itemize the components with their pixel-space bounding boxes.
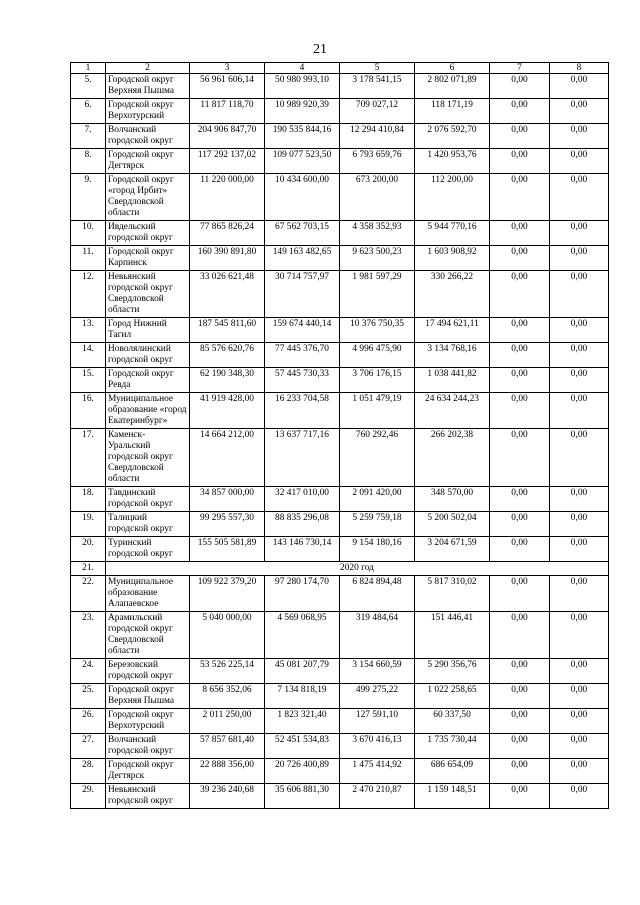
amount-cell: 109 077 523,50 <box>265 149 340 174</box>
amount-cell: 0,00 <box>550 343 609 368</box>
table-row <box>71 343 609 368</box>
amount-cell: 12 294 410,84 <box>340 124 415 149</box>
amount-cell: 159 674 440,14 <box>265 318 340 343</box>
municipality-name-cell: Новолялинский городской округ <box>106 343 190 368</box>
amount-cell: 11 817 118,70 <box>190 99 265 124</box>
row-number-cell: 18. <box>71 487 106 512</box>
amount-cell: 112 200,00 <box>415 174 490 221</box>
amount-cell: 1 051 479,19 <box>340 393 415 429</box>
column-number-row <box>71 63 609 74</box>
amount-cell: 0,00 <box>550 174 609 221</box>
amount-cell: 348 570,00 <box>415 487 490 512</box>
amount-cell: 0,00 <box>490 246 550 271</box>
municipality-name-cell: Невьянский городской округ <box>106 784 190 809</box>
municipality-name-cell: Муниципальное образование Алапаевское <box>106 576 190 612</box>
amount-cell: 5 944 770,16 <box>415 221 490 246</box>
amount-cell: 0,00 <box>490 734 550 759</box>
amount-cell: 0,00 <box>490 393 550 429</box>
municipality-name-cell: Талицкий городской округ <box>106 512 190 537</box>
amount-cell: 1 022 258,65 <box>415 684 490 709</box>
amount-cell: 187 545 811,60 <box>190 318 265 343</box>
column-number-cell: 4 <box>265 63 340 74</box>
amount-cell: 0,00 <box>550 393 609 429</box>
amount-cell: 5 200 502,04 <box>415 512 490 537</box>
amount-cell: 88 835 296,08 <box>265 512 340 537</box>
amount-cell: 6 824 894,48 <box>340 576 415 612</box>
municipality-name-cell: Городской округ Ревда <box>106 368 190 393</box>
row-number-cell: 11. <box>71 246 106 271</box>
amount-cell: 4 569 068,95 <box>265 612 340 659</box>
amount-cell: 34 857 000,00 <box>190 487 265 512</box>
amount-cell: 0,00 <box>550 149 609 174</box>
municipality-name-cell: Невьянский городской округ Свердловской области <box>106 271 190 318</box>
row-number-cell: 9. <box>71 174 106 221</box>
amount-cell: 2 011 250,00 <box>190 709 265 734</box>
amount-cell: 1 420 953,76 <box>415 149 490 174</box>
amount-cell: 53 526 225,14 <box>190 659 265 684</box>
table-row <box>71 734 609 759</box>
amount-cell: 11 220 000,00 <box>190 174 265 221</box>
amount-cell: 190 535 844,16 <box>265 124 340 149</box>
municipality-name-cell: Городской округ Верхотурский <box>106 709 190 734</box>
amount-cell: 0,00 <box>490 368 550 393</box>
amount-cell: 319 484,64 <box>340 612 415 659</box>
municipality-name-cell: Арамильский городской округ Свердловской области <box>106 612 190 659</box>
amount-cell: 0,00 <box>490 149 550 174</box>
table-row <box>71 174 609 221</box>
row-number-cell: 28. <box>71 759 106 784</box>
amount-cell: 3 154 660,59 <box>340 659 415 684</box>
amount-cell: 0,00 <box>490 759 550 784</box>
column-number-cell: 1 <box>71 63 106 74</box>
amount-cell: 0,00 <box>550 124 609 149</box>
amount-cell: 2 470 210,87 <box>340 784 415 809</box>
column-number-cell: 3 <box>190 63 265 74</box>
amount-cell: 20 726 400,89 <box>265 759 340 784</box>
amount-cell: 10 434 600,00 <box>265 174 340 221</box>
amount-cell: 0,00 <box>490 221 550 246</box>
amount-cell: 151 446,41 <box>415 612 490 659</box>
table-body <box>71 63 609 809</box>
municipality-name-cell: Ивдельский городской округ <box>106 221 190 246</box>
amount-cell: 3 134 768,16 <box>415 343 490 368</box>
amount-cell: 0,00 <box>490 487 550 512</box>
table-row <box>71 576 609 612</box>
table-row <box>71 318 609 343</box>
amount-cell: 5 290 356,76 <box>415 659 490 684</box>
row-number-cell: 25. <box>71 684 106 709</box>
amount-cell: 17 494 621,11 <box>415 318 490 343</box>
table-row <box>71 368 609 393</box>
amount-cell: 760 292,46 <box>340 429 415 487</box>
column-number-cell: 2 <box>106 63 190 74</box>
municipality-name-cell: Город Нижний Тагил <box>106 318 190 343</box>
table-row <box>71 246 609 271</box>
table-row <box>71 221 609 246</box>
row-number-cell: 21. <box>71 562 106 576</box>
amount-cell: 118 171,19 <box>415 99 490 124</box>
amount-cell: 155 505 581,89 <box>190 537 265 562</box>
amount-cell: 35 606 881,30 <box>265 784 340 809</box>
amount-cell: 0,00 <box>490 124 550 149</box>
amount-cell: 0,00 <box>490 174 550 221</box>
row-number-cell: 10. <box>71 221 106 246</box>
row-number-cell: 22. <box>71 576 106 612</box>
amount-cell: 33 026 621,48 <box>190 271 265 318</box>
amount-cell: 0,00 <box>550 99 609 124</box>
row-number-cell: 16. <box>71 393 106 429</box>
municipality-name-cell: Волчанский городской округ <box>106 734 190 759</box>
amount-cell: 10 376 750,35 <box>340 318 415 343</box>
amount-cell: 0,00 <box>490 784 550 809</box>
amount-cell: 9 623 500,23 <box>340 246 415 271</box>
amount-cell: 45 081 207,79 <box>265 659 340 684</box>
page-number: 21 <box>313 42 327 57</box>
amount-cell: 22 888 356,00 <box>190 759 265 784</box>
table-row <box>71 487 609 512</box>
amount-cell: 24 634 244,23 <box>415 393 490 429</box>
row-number-cell: 24. <box>71 659 106 684</box>
column-number-cell: 5 <box>340 63 415 74</box>
amount-cell: 57 445 730,33 <box>265 368 340 393</box>
amount-cell: 3 204 671,59 <box>415 537 490 562</box>
amount-cell: 0,00 <box>550 759 609 784</box>
table-row <box>71 612 609 659</box>
amount-cell: 10 989 920,39 <box>265 99 340 124</box>
amount-cell: 0,00 <box>550 271 609 318</box>
row-number-cell: 27. <box>71 734 106 759</box>
row-number-cell: 23. <box>71 612 106 659</box>
municipality-name-cell: Городской округ Верхотурский <box>106 99 190 124</box>
amount-cell: 266 202,38 <box>415 429 490 487</box>
amount-cell: 1 038 441,82 <box>415 368 490 393</box>
amount-cell: 14 664 212,00 <box>190 429 265 487</box>
amount-cell: 3 178 541,15 <box>340 74 415 99</box>
amount-cell: 97 280 174,70 <box>265 576 340 612</box>
amount-cell: 67 562 703,15 <box>265 221 340 246</box>
amount-cell: 60 337,50 <box>415 709 490 734</box>
amount-cell: 13 637 717,16 <box>265 429 340 487</box>
amount-cell: 5 817 310,02 <box>415 576 490 612</box>
amount-cell: 0,00 <box>550 368 609 393</box>
table-row <box>71 784 609 809</box>
amount-cell: 673 200,00 <box>340 174 415 221</box>
amount-cell: 2 802 071,89 <box>415 74 490 99</box>
table-row <box>71 537 609 562</box>
row-number-cell: 6. <box>71 99 106 124</box>
table-row <box>71 659 609 684</box>
amount-cell: 0,00 <box>550 612 609 659</box>
amount-cell: 1 823 321,40 <box>265 709 340 734</box>
amount-cell: 109 922 379,20 <box>190 576 265 612</box>
amount-cell: 30 714 757,97 <box>265 271 340 318</box>
municipality-name-cell: Городской округ «город Ирбит» Свердловской области <box>106 174 190 221</box>
municipality-name-cell: Муниципальное образование «город Екатеринбург» <box>106 393 190 429</box>
amount-cell: 32 417 010,00 <box>265 487 340 512</box>
municipality-name-cell: Городской округ Верхняя Пышма <box>106 74 190 99</box>
municipal-funding-table <box>70 62 609 809</box>
amount-cell: 0,00 <box>550 246 609 271</box>
amount-cell: 0,00 <box>550 318 609 343</box>
amount-cell: 56 961 606,14 <box>190 74 265 99</box>
amount-cell: 0,00 <box>550 221 609 246</box>
amount-cell: 77 865 826,24 <box>190 221 265 246</box>
amount-cell: 0,00 <box>550 684 609 709</box>
amount-cell: 50 980 993,10 <box>265 74 340 99</box>
row-number-cell: 13. <box>71 318 106 343</box>
table-row <box>71 512 609 537</box>
amount-cell: 2 076 592,70 <box>415 124 490 149</box>
amount-cell: 0,00 <box>490 612 550 659</box>
amount-cell: 3 706 176,15 <box>340 368 415 393</box>
table-row <box>71 149 609 174</box>
amount-cell: 0,00 <box>550 709 609 734</box>
amount-cell: 0,00 <box>550 537 609 562</box>
amount-cell: 1 735 730,44 <box>415 734 490 759</box>
amount-cell: 41 919 428,00 <box>190 393 265 429</box>
amount-cell: 9 154 180,16 <box>340 537 415 562</box>
column-number-cell: 7 <box>490 63 550 74</box>
row-number-cell: 12. <box>71 271 106 318</box>
amount-cell: 4 358 352,93 <box>340 221 415 246</box>
amount-cell: 0,00 <box>490 659 550 684</box>
column-number-cell: 8 <box>550 63 609 74</box>
row-number-cell: 8. <box>71 149 106 174</box>
amount-cell: 686 654,09 <box>415 759 490 784</box>
amount-cell: 127 591,10 <box>340 709 415 734</box>
amount-cell: 0,00 <box>550 74 609 99</box>
amount-cell: 0,00 <box>490 74 550 99</box>
amount-cell: 0,00 <box>490 684 550 709</box>
amount-cell: 3 670 416,13 <box>340 734 415 759</box>
row-number-cell: 20. <box>71 537 106 562</box>
row-number-cell: 7. <box>71 124 106 149</box>
amount-cell: 0,00 <box>490 512 550 537</box>
municipality-name-cell: Городской округ Карпинск <box>106 246 190 271</box>
table-row <box>71 759 609 784</box>
amount-cell: 5 040 000,00 <box>190 612 265 659</box>
table-row <box>71 99 609 124</box>
municipality-name-cell: Городской округ Дегтярск <box>106 149 190 174</box>
amount-cell: 0,00 <box>550 784 609 809</box>
amount-cell: 77 445 376,70 <box>265 343 340 368</box>
amount-cell: 16 233 704,58 <box>265 393 340 429</box>
amount-cell: 160 390 891,80 <box>190 246 265 271</box>
row-number-cell: 19. <box>71 512 106 537</box>
amount-cell: 7 134 818,19 <box>265 684 340 709</box>
municipality-name-cell: Тавдинский городской округ <box>106 487 190 512</box>
row-number-cell: 14. <box>71 343 106 368</box>
amount-cell: 85 576 620,76 <box>190 343 265 368</box>
municipality-name-cell: Городской округ Верхняя Пышма <box>106 684 190 709</box>
row-number-cell: 17. <box>71 429 106 487</box>
amount-cell: 62 190 348,30 <box>190 368 265 393</box>
municipality-name-cell: Городской округ Дегтярск <box>106 759 190 784</box>
amount-cell: 1 475 414,92 <box>340 759 415 784</box>
row-number-cell: 26. <box>71 709 106 734</box>
amount-cell: 0,00 <box>490 429 550 487</box>
amount-cell: 39 236 240,68 <box>190 784 265 809</box>
table-row <box>71 271 609 318</box>
table-row <box>71 74 609 99</box>
municipality-name-cell: Каменск-Уральский городской округ Свердловской области <box>106 429 190 487</box>
municipality-name-cell: Березовский городской округ <box>106 659 190 684</box>
amount-cell: 143 146 730,14 <box>265 537 340 562</box>
row-number-cell: 5. <box>71 74 106 99</box>
year-label-cell: 2020 год <box>106 562 609 576</box>
municipality-name-cell: Туринский городской округ <box>106 537 190 562</box>
amount-cell: 1 603 908,92 <box>415 246 490 271</box>
amount-cell: 6 793 659,76 <box>340 149 415 174</box>
amount-cell: 52 451 534,83 <box>265 734 340 759</box>
amount-cell: 0,00 <box>490 343 550 368</box>
amount-cell: 0,00 <box>550 512 609 537</box>
amount-cell: 8 656 352,06 <box>190 684 265 709</box>
amount-cell: 2 091 420,00 <box>340 487 415 512</box>
table-row <box>71 393 609 429</box>
table-row <box>71 124 609 149</box>
row-number-cell: 15. <box>71 368 106 393</box>
amount-cell: 204 906 847,70 <box>190 124 265 149</box>
row-number-cell: 29. <box>71 784 106 809</box>
amount-cell: 330 266,22 <box>415 271 490 318</box>
amount-cell: 0,00 <box>550 734 609 759</box>
amount-cell: 149 163 482,65 <box>265 246 340 271</box>
amount-cell: 709 027,12 <box>340 99 415 124</box>
amount-cell: 0,00 <box>550 487 609 512</box>
amount-cell: 5 259 759,18 <box>340 512 415 537</box>
amount-cell: 57 857 681,40 <box>190 734 265 759</box>
amount-cell: 0,00 <box>490 709 550 734</box>
table-row <box>71 684 609 709</box>
year-section-row <box>71 562 609 576</box>
amount-cell: 0,00 <box>490 318 550 343</box>
amount-cell: 117 292 137,02 <box>190 149 265 174</box>
amount-cell: 1 981 597,29 <box>340 271 415 318</box>
table-row <box>71 709 609 734</box>
amount-cell: 0,00 <box>490 537 550 562</box>
municipality-name-cell: Волчанский городской округ <box>106 124 190 149</box>
amount-cell: 0,00 <box>490 271 550 318</box>
amount-cell: 99 295 557,30 <box>190 512 265 537</box>
column-number-cell: 6 <box>415 63 490 74</box>
table-row <box>71 429 609 487</box>
amount-cell: 499 275,22 <box>340 684 415 709</box>
amount-cell: 1 159 148,51 <box>415 784 490 809</box>
amount-cell: 0,00 <box>550 576 609 612</box>
amount-cell: 0,00 <box>550 429 609 487</box>
amount-cell: 4 996 475,90 <box>340 343 415 368</box>
amount-cell: 0,00 <box>490 99 550 124</box>
amount-cell: 0,00 <box>490 576 550 612</box>
amount-cell: 0,00 <box>550 659 609 684</box>
